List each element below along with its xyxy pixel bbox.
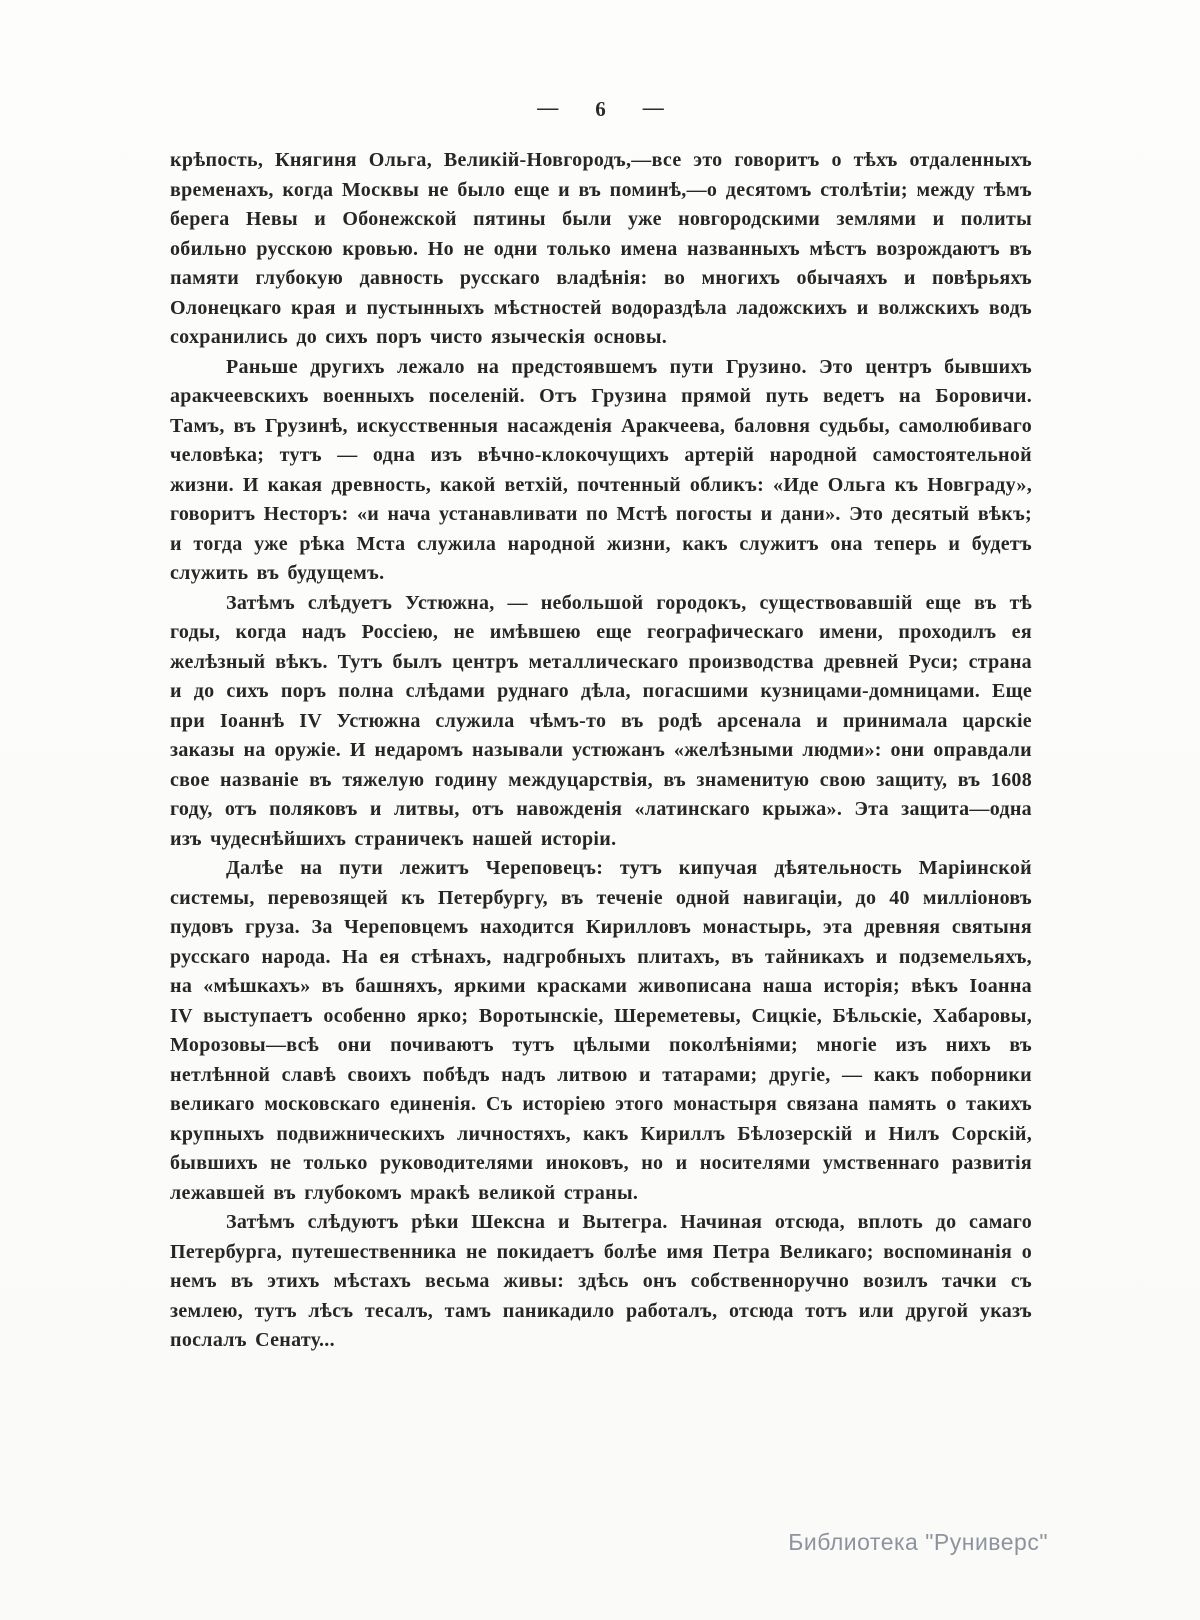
page-number: 6 [595,97,607,121]
page-header [170,97,1032,122]
header-left-dash: — [537,95,560,119]
paragraph: Затѣмъ слѣдуютъ рѣки Шексна и Вытегра. Начиная отсюда, вплоть до самаго Петербурга, путешественника не покидаетъ болѣе имя Петра Великаго; воспоминанія о немъ въ этихъ мѣстахъ весьма живы: здѣсь онъ собственноручно возилъ тачки съ землею, тутъ лѣсъ тесалъ, тамъ паникадило работалъ, отсюда тотъ или другой указъ послалъ Сенату... [170,1211,1032,1351]
paragraph: Затѣмъ слѣдуетъ Устюжна, — небольшой городокъ, существовавшій еще въ тѣ годы, когда надъ Россіею, не имѣвшею еще географическаго имени, проходилъ ея желѣзный вѣкъ. Тутъ былъ центръ металлическаго производства древней Руси; страна и до сихъ поръ полна слѣдами руднаго дѣла, погасшими кузницами-домницами. Еще при Іоаннѣ IV Устюжна служила чѣмъ-то въ родѣ арсенала и принимала царскіе заказы на оружіе. И недаромъ называли устюжанъ «желѣзными людми»: они оправдали свое названіе въ тяжелую годину междуцарствія, въ знаменитую свою защиту, въ 1608 году, отъ поляковъ и литвы, отъ навожденія «латинскаго крыжа». Эта защита—одна изъ чудеснѣйшихъ страничекъ нашей исторіи. [170,591,1032,850]
library-watermark: Библиотека "Руниверс" [788,1529,1048,1555]
paragraph: Далѣе на пути лежитъ Череповецъ: тутъ кипучая дѣятельность Маріинской системы, перевозящей къ Петербургу, въ теченіе одной навигаціи, до 40 милліоновъ пудовъ груза. За Череповцемъ находится Кирилловъ монастырь, эта древняя святыня русскаго народа. На ея стѣнахъ, надгробныхъ плитахъ, въ тайникахъ и подземельяхъ, на «мѣшкахъ» въ башняхъ, яркими красками живописана наша исторія; вѣкъ Іоанна IV выступаетъ особенно ярко; Воротынскіе, Шереметевы, Сицкіе, Бѣльскіе, Хабаровы, Морозовы—всѣ они почиваютъ тутъ цѣлыми поколѣніями; многіе изъ нихъ въ нетлѣнной славѣ своихъ побѣдъ надъ литвою и татарами; другіе, — какъ поборники великаго московскаго единенія. Съ исторіею этого монастыря связана память о такихъ крупныхъ подвижническихъ личностяхъ, какъ Кириллъ Бѣлозерскій и Нилъ Сорскій, бывшихъ не только руководителями иноковъ, но и носителями умственнаго развитія лежавшей въ глубокомъ мракѣ великой страны. [170,857,1032,1204]
paragraph-continuation: крѣпость, Княгиня Ольга, Великій-Новгородъ,—все это говоритъ о тѣхъ отдаленныхъ временахъ, когда Москвы не было еще и въ поминѣ,—о десятомъ столѣтіи; между тѣмъ берега Невы и Обонежской пятины были уже новгородскими землями и политы обильно русскою кровью. Но не одни только имена названныхъ мѣстъ возрождаютъ въ памяти глубокую давность русскаго владѣнія: во многихъ обычаяхъ и повѣрьяхъ Олонецкаго края и пустынныхъ мѣстностей водораздѣла ладожскихъ и волжскихъ водъ сохранились до сихъ поръ чисто языческія основы. [170,149,1032,348]
page-text-block [170,146,1032,1356]
paragraph: Раньше другихъ лежало на предстоявшемъ пути Грузино. Это центръ бывшихъ аракчеевскихъ военныхъ поселеній. Отъ Грузина прямой путь ведетъ на Боровичи. Тамъ, въ Грузинѣ, искусственныя насажденія Аракчеева, баловня судьбы, самолюбиваго человѣка; тутъ — одна изъ вѣчно-клокочущихъ артерій народной самостоятельной жизни. И какая древность, какой ветхій, почтенный обликъ: «Иде Ольга къ Новграду», говоритъ Несторъ: «и нача устанавливати по Мстѣ погосты и дани». Это десятый вѣкъ; и тогда уже рѣка Мста служила народной жизни, какъ служитъ она теперь и будетъ служить въ будущемъ. [170,355,1032,584]
header-right-dash: — [642,95,665,119]
